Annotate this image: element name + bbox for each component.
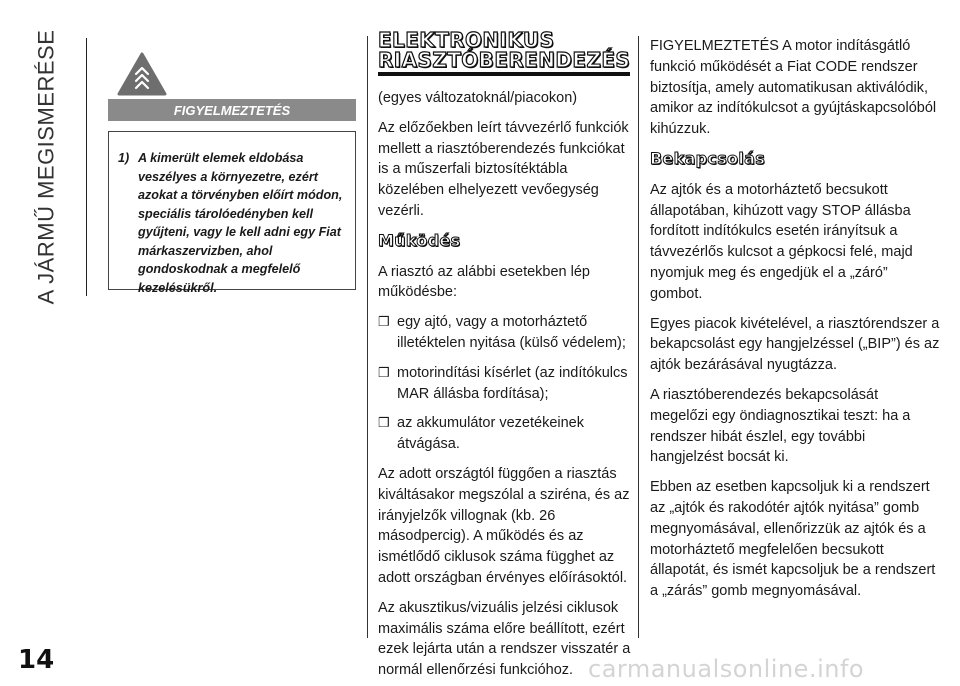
warning-item-number: 1) <box>118 151 130 165</box>
cycles-paragraph: Az akusztikus/vizuális jelzési ciklusok maximális száma előre beállított, ezért ezek lejárta után a rendszer visszatér a normál ellenőrzési funkcióhoz. <box>378 599 631 679</box>
right-column <box>650 36 940 611</box>
chapter-side-title <box>26 29 66 305</box>
column-divider <box>367 36 368 638</box>
trigger-list <box>378 312 636 455</box>
checkbox-bullet-icon: ❒ <box>378 415 390 431</box>
intro-paragraph: Az előzőekben leírt távvezérlő funkciók mellett a riasztóberendezés funkciókat is a műszerfali biztosítéktábla közelében elhelyezett vevőegység vezérli. <box>378 119 629 219</box>
checkbox-bullet-icon: ❒ <box>378 314 390 330</box>
middle-column <box>378 30 636 686</box>
section-title-line1: ELEKTRONIKUS <box>378 28 555 52</box>
selftest-paragraph: A riasztóberendezés bekapcsolását megelőzi egy öndiagnosztikai teszt: ha a rendszer hibát észlel, egy további hangjelzést bocsát ki. <box>650 386 911 466</box>
immobilizer-paragraph: FIGYELMEZTETÉS A motor indításgátló funkció működését a Fiat CODE rendszer biztosítja, amely automatikusan aktiválódik, amikor az indítókulcsot a gyújtáskapcsolóból kihúzzuk. <box>650 38 937 138</box>
list-item-text: egy ajtó, vagy a motorháztető illetéktelen nyitása (külső védelem); <box>397 314 626 351</box>
siren-paragraph: Az adott országtól függően a riasztás kiváltásakor megszólal a sziréna, és az irányjelzők villognak (kb. 26 másodpercig). A működés és az ismétlődő ciklusok száma függhet az adott országban érvényes előírásoktól. <box>378 465 630 586</box>
watermark: carmanualsonline.info <box>588 655 865 683</box>
list-item <box>378 312 636 354</box>
list-item-text: motorindítási kísérlet (az indítókulcs MAR állásba fordítása); <box>397 364 628 402</box>
warning-item-text: A kimerült elemek eldobása veszélyes a környezetre, ezért azokat a törvényben előírt módon, speciális tárolóedényben kell gyűjteni, vagy le kell adni egy Fiat márkaszervizben, ahol gondoskodnak a megfelelő kezelésükről. <box>138 151 343 295</box>
section-title <box>378 30 636 76</box>
fault-paragraph: Ebben az esetben kapcsoljuk ki a rendszert az „ajtók és rakodótér ajtók nyitása” gomb megnyomásával, ellenőrizzük az ajtók és a motorháztető megfelelően becsukott állapotát, és ismét kapcsoljuk be a rendszert a „zárás” gomb megnyomásával. <box>650 479 936 600</box>
warning-header: FIGYELMEZTETÉS <box>108 99 356 121</box>
beep-paragraph: Egyes piacok kivételével, a riasztórendszer a bekapcsolást egy hangjelzéssel („BIP”) és az ajtók bezárásával nyugtázza. <box>650 315 940 374</box>
warning-triangle-icon <box>117 52 167 96</box>
column-divider <box>638 36 639 638</box>
page-number: 14 <box>18 645 55 675</box>
warning-box <box>108 131 356 295</box>
section-title-line2: RIASZTÓBERENDEZÉS <box>378 50 630 76</box>
checkbox-bullet-icon: ❒ <box>378 364 390 380</box>
list-item-text: az akkumulátor vezetékeinek átvágása. <box>397 415 584 453</box>
warning-item <box>118 149 347 297</box>
list-item <box>378 363 636 405</box>
side-divider <box>86 38 87 296</box>
section-subtitle: (egyes változatoknál/piacokon) <box>378 90 578 106</box>
chapter-side-title-text: A JÁRMŰ MEGISMERÉSE <box>33 29 58 305</box>
list-item <box>378 413 636 455</box>
activation-heading: Bekapcsolás <box>650 148 766 168</box>
activation-paragraph: Az ajtók és a motorháztető becsukott állapotában, kihúzott vagy STOP állásba fordított indítókulcs esetén irányítsuk a távvezérlős kulcsot a gépkocsi felé, majd nyomjuk meg és engedjük el a „záró” gombot. <box>650 181 913 302</box>
operation-heading: Működés <box>378 230 461 250</box>
operation-intro: A riasztó az alábbi esetekben lép működésbe: <box>378 263 590 301</box>
